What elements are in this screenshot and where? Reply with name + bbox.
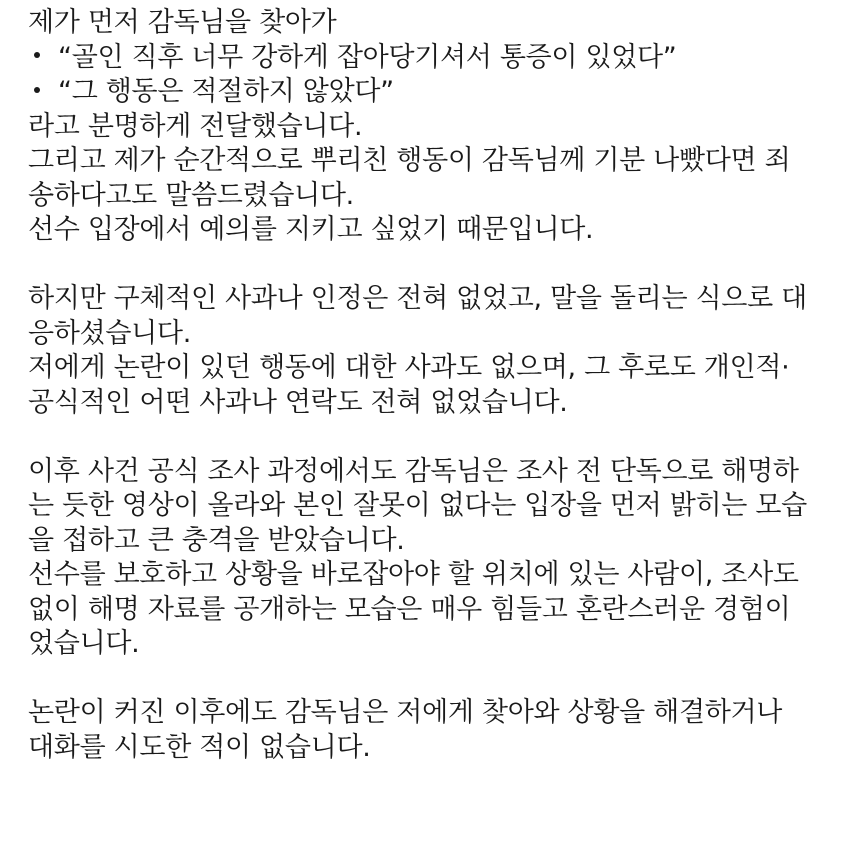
- text-line: 이후 사건 공식 조사 과정에서도 감독님은 조사 전 단독으로 해명하: [28, 455, 799, 487]
- text-line: 었습니다.: [28, 628, 140, 659]
- text-line: 그리고 제가 순간적으로 뿌리친 행동이 감독님께 기분 나빴다면 죄: [28, 145, 791, 176]
- paragraph-gap: [28, 662, 828, 697]
- bullet-dot-icon: [34, 87, 40, 93]
- text-line: 을 접하고 큰 충격을 받았습니다.: [28, 524, 405, 556]
- paragraph-2: [28, 282, 828, 420]
- text-line: 없이 해명 자료를 공개하는 모습은 매우 힘들고 혼란스러운 경험이: [28, 593, 791, 625]
- paragraph-gap: [28, 420, 828, 455]
- paragraph-3: [28, 455, 828, 662]
- document-body: [28, 6, 828, 765]
- text-line: 송하다고도 말씀드렸습니다.: [28, 179, 354, 211]
- bullet-text: “그 행동은 적절하지 않았다”: [58, 76, 394, 107]
- text-line: 선수를 보호하고 상황을 바로잡아야 할 위치에 있는 사람이, 조사도: [28, 559, 799, 590]
- text-line: 선수 입장에서 예의를 지키고 싶었기 때문입니다.: [28, 214, 594, 245]
- bullet-dot-icon: [34, 52, 40, 58]
- text-line: 대화를 시도한 적이 없습니다.: [28, 731, 371, 763]
- text-line: 제가 먼저 감독님을 찾아가: [28, 7, 337, 38]
- paragraph-1: [28, 6, 828, 248]
- text-line: 논란이 커진 이후에도 감독님은 저에게 찾아와 상황을 해결하거나: [28, 697, 783, 728]
- text-line: 하지만 구체적인 사과나 인정은 전혀 없었고, 말을 돌리는 식으로 대: [28, 283, 807, 314]
- bullet-item: [28, 75, 828, 110]
- text-line: 라고 분명하게 전달했습니다.: [28, 110, 363, 142]
- paragraph-4: [28, 696, 828, 765]
- text-line: 는 듯한 영상이 올라와 본인 잘못이 없다는 입장을 먼저 밝히는 모습: [28, 490, 807, 521]
- text-line: 공식적인 어떤 사과나 연락도 전혀 없었습니다.: [28, 386, 568, 418]
- text-line: 응하셨습니다.: [28, 317, 191, 349]
- bullet-item: [28, 41, 828, 76]
- bullet-text: “골인 직후 너무 강하게 잡아당기셔서 통증이 있었다”: [58, 41, 677, 73]
- paragraph-gap: [28, 248, 828, 283]
- text-line: 저에게 논란이 있던 행동에 대한 사과도 없으며, 그 후로도 개인적·: [28, 352, 790, 383]
